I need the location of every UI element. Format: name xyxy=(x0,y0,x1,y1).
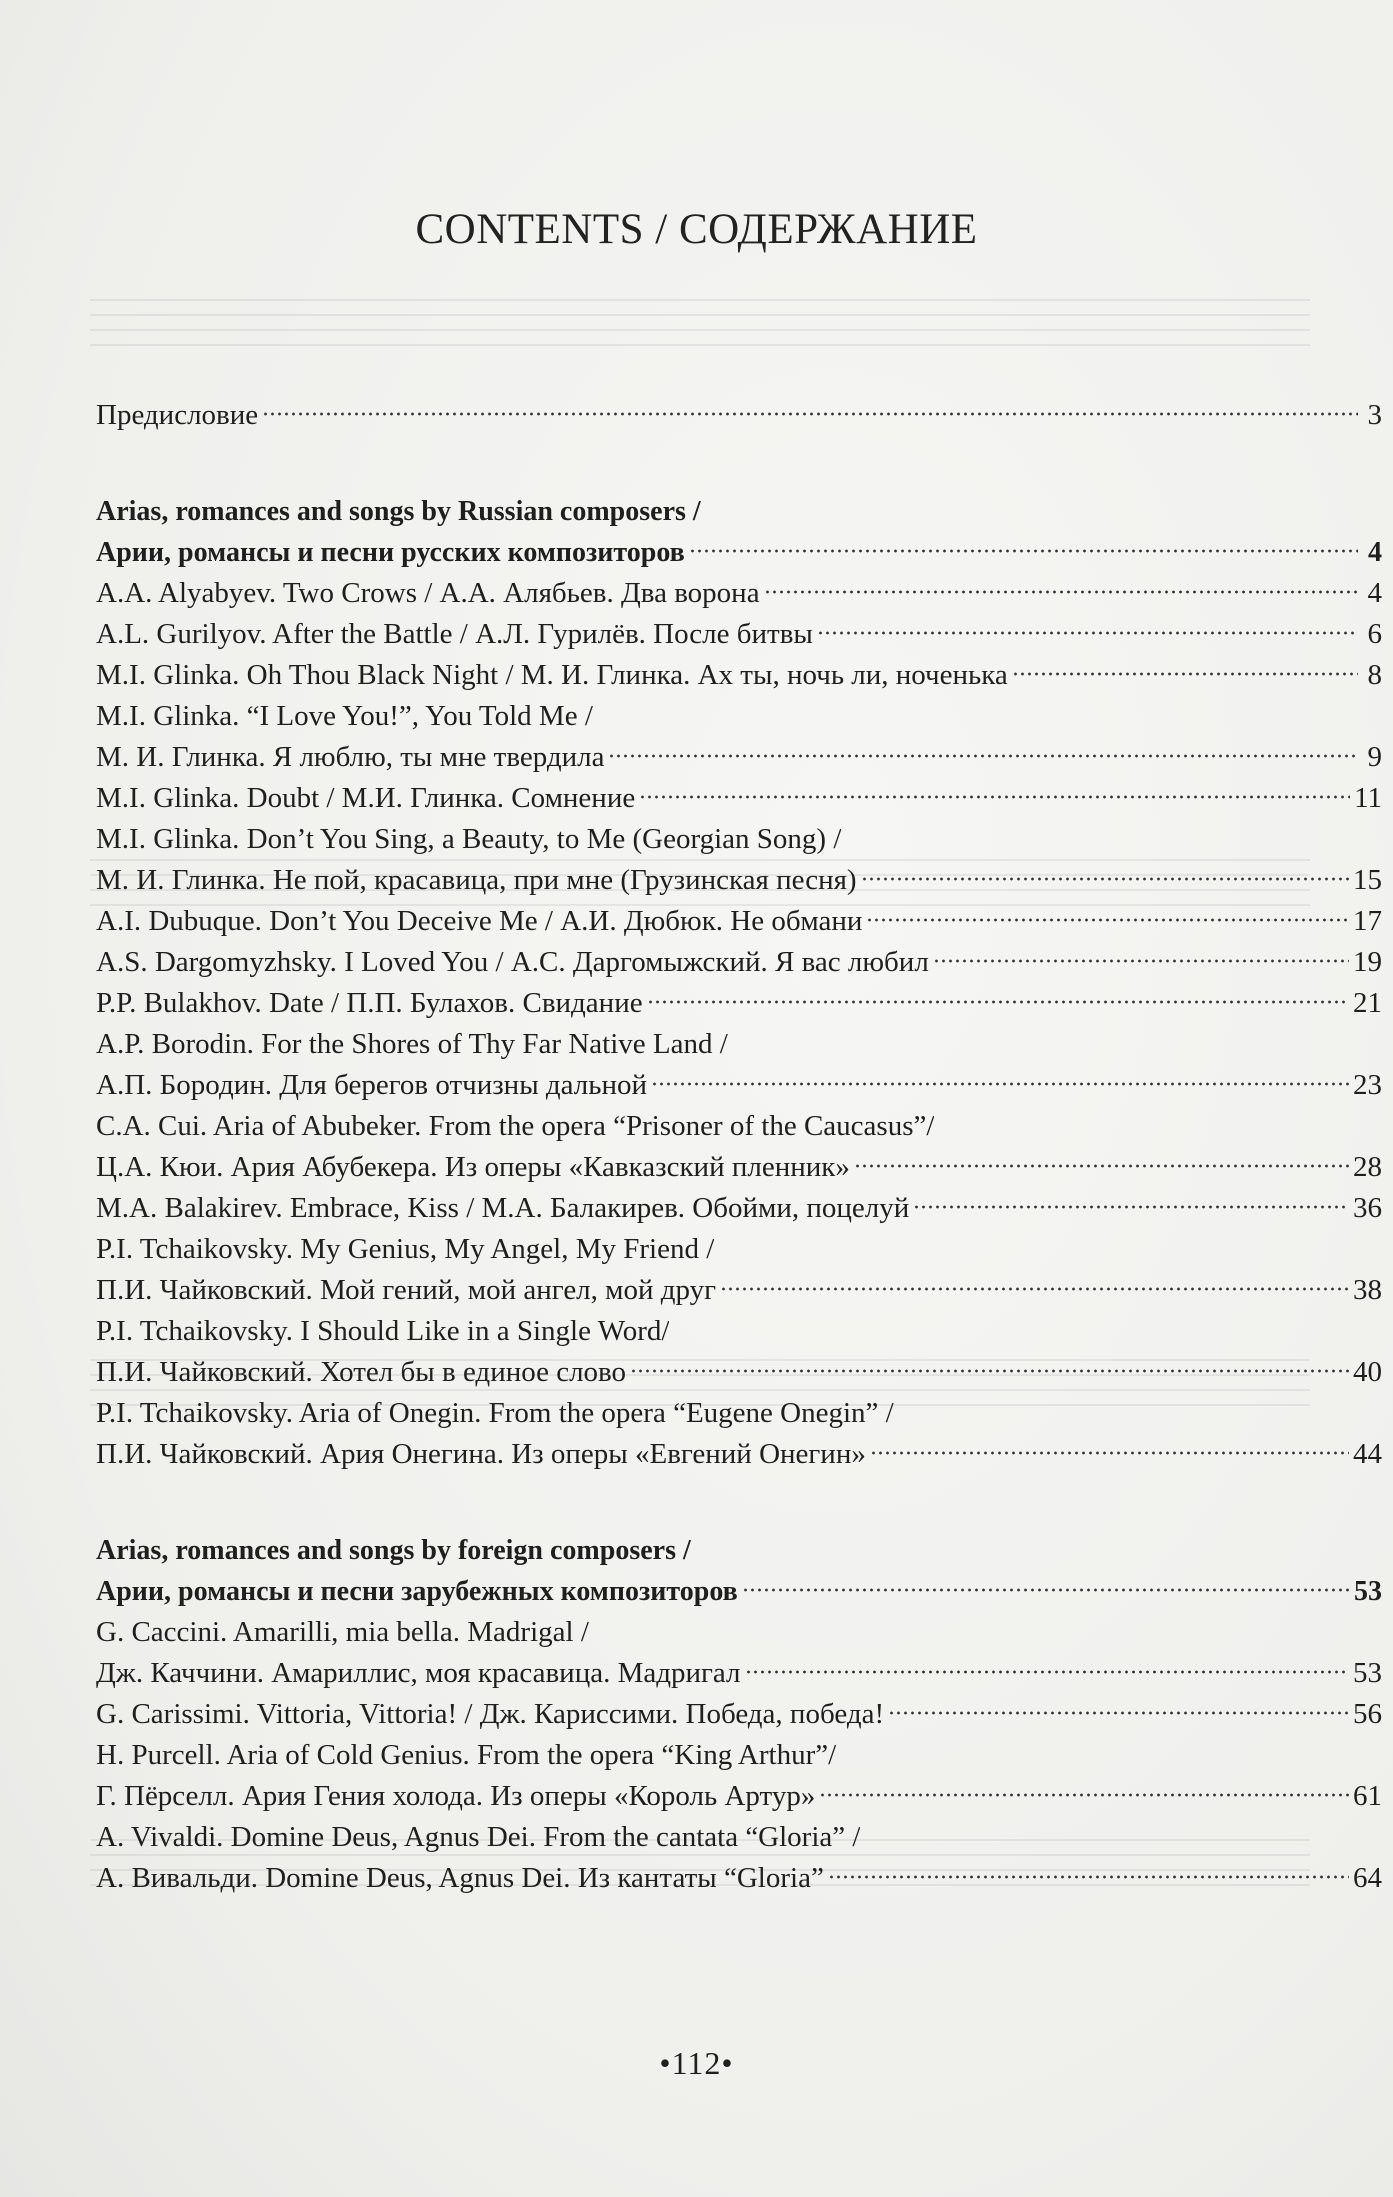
dot-leader xyxy=(745,1670,1349,1674)
table-of-contents xyxy=(96,395,1382,1899)
toc-page-number: 44 xyxy=(1353,1438,1382,1470)
toc-entry-label: P.I. Tchaikovsky. My Genius, My Angel, My Friend / xyxy=(96,1233,715,1265)
toc-entry[interactable] xyxy=(96,1270,1382,1311)
toc-entry[interactable] xyxy=(96,1352,1382,1393)
toc-page-number: 21 xyxy=(1353,987,1382,1019)
toc-entry[interactable] xyxy=(96,1229,1382,1270)
toc-page-number: 64 xyxy=(1353,1862,1382,1894)
toc-entry-label: Ц.А. Кюи. Ария Абубекера. Из оперы «Кавказский пленник» xyxy=(96,1151,850,1183)
toc-entry-label: Arias, romances and songs by Russian composers / xyxy=(96,496,701,527)
dot-leader xyxy=(689,549,1358,553)
toc-entry-label: Предисловие xyxy=(96,399,259,431)
toc-entry[interactable] xyxy=(96,1694,1382,1735)
toc-entry-label: A.A. Alyabyev. Two Crows / А.А. Алябьев. Два ворона xyxy=(96,577,760,609)
toc-entry-label: А.П. Бородин. Для берегов отчизны дальной xyxy=(96,1069,648,1101)
toc-entry-label: M.I. Glinka. Oh Thou Black Night / М. И. Глинка. Ах ты, ночь ли, ноченька xyxy=(96,659,1008,691)
toc-entry[interactable] xyxy=(96,573,1382,614)
page-title: CONTENTS / СОДЕРЖАНИЕ xyxy=(415,206,978,253)
toc-entry-label: G. Carissimi. Vittoria, Vittoria! / Дж. Кариссими. Победа, победа! xyxy=(96,1698,885,1730)
toc-entry-label: П.И. Чайковский. Хотел бы в единое слово xyxy=(96,1356,627,1388)
toc-page-number: 56 xyxy=(1353,1698,1382,1730)
toc-entry[interactable] xyxy=(96,778,1382,819)
page-number-footer: •112• xyxy=(659,2045,734,2081)
dot-leader xyxy=(828,1875,1349,1879)
toc-page-number: 40 xyxy=(1353,1356,1382,1388)
spacer xyxy=(96,436,1382,491)
toc-entry[interactable] xyxy=(96,1776,1382,1817)
dot-leader xyxy=(888,1711,1349,1715)
toc-entry[interactable] xyxy=(96,1735,1382,1776)
toc-entry-label: M.I. Glinka. “I Love You!”, You Told Me / xyxy=(96,700,593,732)
toc-entry-label: A.L. Gurilyov. After the Battle / А.Л. Гурилёв. После битвы xyxy=(96,618,813,650)
dot-leader xyxy=(764,590,1358,594)
dot-leader xyxy=(819,1793,1349,1797)
toc-entry-label: P.P. Bulakhov. Date / П.П. Булахов. Свидание xyxy=(96,987,643,1019)
toc-entry-label: П.И. Чайковский. Мой гений, мой ангел, мой друг xyxy=(96,1274,717,1306)
dot-leader xyxy=(854,1164,1349,1168)
toc-page-number: 53 xyxy=(1353,1657,1382,1689)
toc-entry-label: П.И. Чайковский. Ария Онегина. Из оперы «Евгений Онегин» xyxy=(96,1438,866,1470)
toc-section-russian xyxy=(96,491,1382,1475)
toc-entry[interactable] xyxy=(96,942,1382,983)
dot-leader xyxy=(651,1082,1349,1086)
toc-entry[interactable] xyxy=(96,1188,1382,1229)
toc-entry-preface[interactable] xyxy=(96,395,1382,436)
toc-entry[interactable] xyxy=(96,983,1382,1024)
dot-leader xyxy=(630,1369,1349,1373)
dot-leader xyxy=(647,1000,1349,1004)
dot-leader xyxy=(262,412,1358,416)
toc-entry-label: A.P. Borodin. For the Shores of Thy Far Native Land / xyxy=(96,1028,728,1060)
toc-page-number: 23 xyxy=(1353,1069,1382,1101)
toc-section-heading[interactable] xyxy=(96,1571,1382,1612)
toc-entry[interactable] xyxy=(96,1653,1382,1694)
toc-entry-label: А. Вивальди. Domine Deus, Agnus Dei. Из кантаты “Gloria” xyxy=(96,1862,824,1894)
toc-entry[interactable] xyxy=(96,1147,1382,1188)
toc-entry-label: Дж. Каччини. Амариллис, моя красавица. Мадригал xyxy=(96,1657,741,1689)
toc-entry[interactable] xyxy=(96,1434,1382,1475)
toc-section-heading[interactable] xyxy=(96,491,1382,532)
toc-page-number: 61 xyxy=(1353,1780,1382,1812)
toc-entry-label: Arias, romances and songs by foreign composers / xyxy=(96,1535,691,1566)
toc-page-number: 28 xyxy=(1353,1151,1382,1183)
toc-entry-label: M.I. Glinka. Don’t You Sing, a Beauty, to Me (Georgian Song) / xyxy=(96,823,842,855)
toc-entry-label: M.I. Glinka. Doubt / М.И. Глинка. Сомнение xyxy=(96,782,636,814)
toc-entry-label: A. Vivaldi. Domine Deus, Agnus Dei. From the cantata “Gloria” / xyxy=(96,1821,861,1853)
spacer xyxy=(96,1475,1382,1530)
dot-leader xyxy=(720,1287,1349,1291)
toc-section-heading[interactable] xyxy=(96,532,1382,573)
dot-leader xyxy=(866,918,1349,922)
toc-entry-label: Арии, романсы и песни русских композиторов xyxy=(96,537,685,568)
toc-page-number: 53 xyxy=(1354,1576,1382,1607)
toc-entry[interactable] xyxy=(96,737,1382,778)
dot-leader xyxy=(817,631,1358,635)
dot-leader xyxy=(639,795,1350,799)
dot-leader xyxy=(913,1205,1349,1209)
toc-entry-label: G. Caccini. Amarilli, mia bella. Madrigal / xyxy=(96,1616,589,1648)
toc-page-number: 36 xyxy=(1353,1192,1382,1224)
toc-entry[interactable] xyxy=(96,1817,1382,1858)
toc-entry[interactable] xyxy=(96,1311,1382,1352)
dot-leader xyxy=(742,1588,1350,1592)
toc-entry-label: P.I. Tchaikovsky. I Should Like in a Single Word/ xyxy=(96,1315,670,1347)
dot-leader xyxy=(1012,672,1358,676)
toc-entry-label: Г. Пёрселл. Ария Гения холода. Из оперы «Король Артур» xyxy=(96,1780,816,1812)
toc-entry-label: A.I. Dubuque. Don’t You Deceive Me / А.И. Дюбюк. Не обмани xyxy=(96,905,863,937)
toc-entry-label: М. И. Глинка. Я люблю, ты мне твердила xyxy=(96,741,605,773)
toc-entry[interactable] xyxy=(96,1106,1382,1147)
toc-page-number: 9 xyxy=(1367,741,1382,773)
dot-leader xyxy=(608,754,1358,758)
toc-page-number: 17 xyxy=(1353,905,1382,937)
toc-entry-label: M.A. Balakirev. Embrace, Kiss / М.А. Балакирев. Обойми, поцелуй xyxy=(96,1192,910,1224)
toc-entry-label: P.I. Tchaikovsky. Aria of Onegin. From the opera “Eugene Onegin” / xyxy=(96,1397,894,1429)
toc-entry[interactable] xyxy=(96,614,1382,655)
toc-entry[interactable] xyxy=(96,696,1382,737)
toc-entry[interactable] xyxy=(96,1393,1382,1434)
dot-leader xyxy=(870,1451,1349,1455)
toc-page-number: 11 xyxy=(1354,782,1382,814)
toc-page-number: 38 xyxy=(1353,1274,1382,1306)
toc-entry-label: A.S. Dargomyzhsky. I Loved You / А.С. Даргомыжский. Я вас любил xyxy=(96,946,929,978)
toc-page-number: 8 xyxy=(1367,659,1382,691)
toc-entry-label: H. Purcell. Aria of Cold Genius. From the opera “King Arthur”/ xyxy=(96,1739,837,1771)
toc-entry[interactable] xyxy=(96,860,1382,901)
toc-page-number: 15 xyxy=(1353,864,1382,896)
toc-page-number: 4 xyxy=(1367,577,1382,609)
toc-entry-label: C.A. Cui. Aria of Abubeker. From the opera “Prisoner of the Caucasus”/ xyxy=(96,1110,935,1142)
toc-section-heading[interactable] xyxy=(96,1530,1382,1571)
toc-page-number: 3 xyxy=(1367,399,1382,431)
dot-leader xyxy=(861,877,1349,881)
toc-entry-label: Арии, романсы и песни зарубежных композиторов xyxy=(96,1576,738,1607)
toc-section-foreign xyxy=(96,1530,1382,1899)
toc-entry[interactable] xyxy=(96,901,1382,942)
toc-page-number: 6 xyxy=(1367,618,1382,650)
dot-leader xyxy=(933,959,1349,963)
toc-entry-label: М. И. Глинка. Не пой, красавица, при мне (Грузинская песня) xyxy=(96,864,857,896)
toc-entry[interactable] xyxy=(96,1612,1382,1653)
toc-entry[interactable] xyxy=(96,1024,1382,1065)
toc-page-number: 4 xyxy=(1368,537,1382,568)
toc-page-number: 19 xyxy=(1353,946,1382,978)
toc-entry[interactable] xyxy=(96,1065,1382,1106)
toc-entry[interactable] xyxy=(96,819,1382,860)
toc-entry[interactable] xyxy=(96,1858,1382,1899)
toc-entry[interactable] xyxy=(96,655,1382,696)
